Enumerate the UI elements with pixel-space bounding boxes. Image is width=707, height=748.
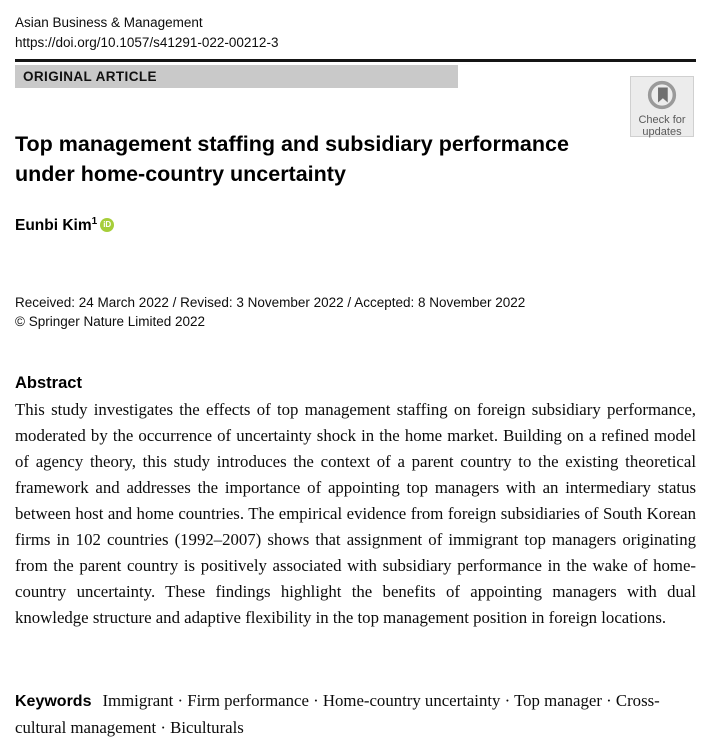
article-type-label: ORIGINAL ARTICLE <box>23 69 157 84</box>
header-rule <box>15 59 696 62</box>
check-badge-label-line1: Check for <box>638 114 686 126</box>
keywords-text: Immigrant · Firm performance · Home-country uncertainty · Top manager · Cross-cultural management · Biculturals <box>15 691 660 737</box>
abstract-text: This study investigates the effects of top management staffing on foreign subsidiary performance, moderated by the occurrence of uncertainty shock in the home market. Building on a refined model of agency theory, this study introduces the context of a parent country to the existing theoretical framework and addresses the importance of appointing top managers with an intermediary status between host and home countries. The empirical evidence from foreign subsidiaries of South Korean firms in 102 countries (1992–2007) shows that assignment of immigrant top managers originating from the parent country is positively associated with subsidiary performance in the wake of home-country uncertainty. These findings highlight the benefits of appointing managers with dual knowledge structure and adaptive flexibility in the top management position in foreign locations. <box>15 400 696 627</box>
copyright-line: © Springer Nature Limited 2022 <box>15 314 206 329</box>
crossmark-icon <box>647 80 677 110</box>
check-badge-label-line2: updates <box>642 125 682 138</box>
journal-header <box>15 13 278 53</box>
received-revised-accepted: Received: 24 March 2022 / Revised: 3 November 2022 / Accepted: 8 November 2022 <box>15 295 526 310</box>
keywords-block <box>15 688 696 742</box>
keywords-heading: Keywords <box>15 693 92 710</box>
author-line <box>15 216 114 235</box>
check-for-updates-button[interactable] <box>630 76 694 137</box>
affiliation-superscript: 1 <box>91 216 98 227</box>
doi-link[interactable]: https://doi.org/10.1057/s41291-022-00212-3 <box>15 35 279 50</box>
article-type-band <box>15 65 458 88</box>
abstract-heading: Abstract <box>15 374 82 392</box>
article-history <box>15 293 525 331</box>
journal-name: Asian Business & Management <box>15 15 203 30</box>
orcid-icon[interactable]: iD <box>100 218 114 232</box>
paper-title: Top management staffing and subsidiary performance under home-country uncertainty <box>15 132 569 186</box>
author-name: Eunbi Kim <box>15 217 92 235</box>
